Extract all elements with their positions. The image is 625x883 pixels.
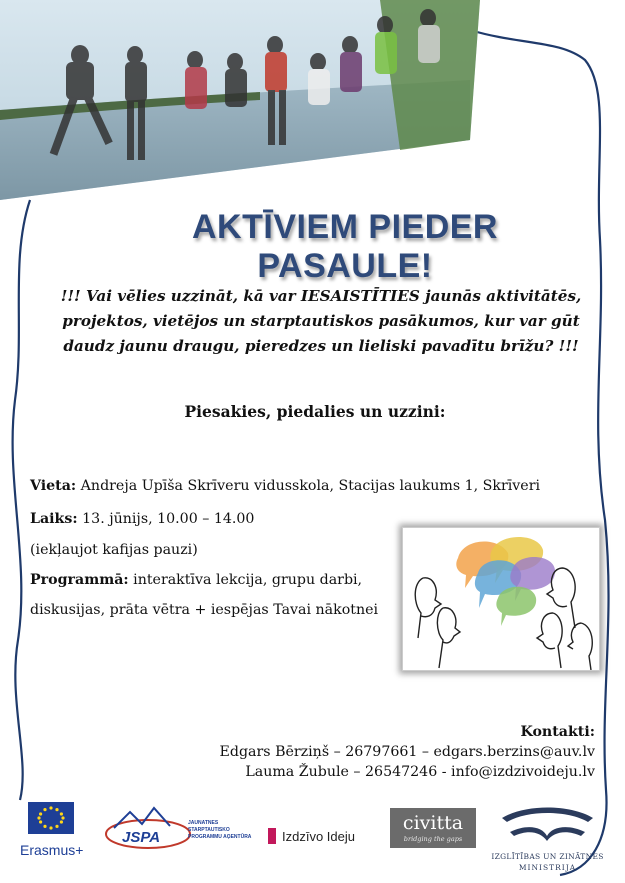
header-photo (0, 0, 480, 200)
intro-line: daudz jaunu draugu, pieredzes un lieliski pavadītu brīžu? !!! (63, 337, 579, 355)
intro-text (40, 284, 602, 359)
izdzivo-mark-icon (268, 828, 276, 844)
venue-value: Andreja Upīša Skrīveru vidusskola, Stacijas laukums 1, Skrīveri (76, 478, 541, 494)
izm-line-2: MINISTRIJA (518, 863, 577, 872)
intro-line: !!! Vai vēlies uzzināt, kā var IESAISTĪTIES jaunās aktivitātēs, (60, 287, 582, 305)
open-book-icon (490, 796, 605, 850)
contacts-block (220, 722, 595, 782)
poster-title: AKTĪVIEM PIEDER PASAULE! (192, 208, 498, 285)
program-label: Programmā: (30, 572, 129, 588)
time-line (30, 511, 254, 527)
eu-flag-icon (28, 802, 74, 834)
izm-line-1: IZGLĪTĪBAS UN ZINĀTNES (491, 852, 604, 861)
venue-line (30, 478, 540, 494)
program-value: interaktīva lekcija, grupu darbi, (128, 572, 363, 588)
civitta-name: civitta (402, 812, 464, 834)
jspa-subtitle: JAUNATNES STARPTAUTISKO PROGRAMMU AĢENTŪRA (188, 820, 252, 840)
discussion-illustration (402, 527, 600, 671)
time-label: Laiks: (30, 511, 78, 527)
time-note: (iekļaujot kafijas pauzi) (30, 542, 198, 558)
jspa-logo (100, 798, 258, 856)
izm-logo (490, 796, 605, 876)
civitta-tagline: bridging the gaps (403, 835, 463, 843)
contacts-header: Kontakti: (520, 724, 595, 740)
contact-line: Edgars Bērziņš – 26797661 – edgars.berzins@auv.lv (219, 744, 595, 760)
sponsor-logos (0, 790, 625, 880)
erasmus-logo-text: Erasmus+ (20, 842, 84, 858)
intro-line: projektos, vietējos un starptautiskos pasākumos, kur var gūt (62, 312, 580, 330)
call-to-action: Piesakies, piedalies un uzzini: (184, 402, 446, 421)
venue-label: Vieta: (30, 478, 77, 494)
izdzivo-text: Izdzīvo Ideju (282, 829, 355, 844)
izdzivo-ideju-logo (268, 828, 355, 844)
civitta-logo (390, 808, 476, 848)
jspa-name: JSPA (122, 829, 161, 846)
time-value: 13. jūnijs, 10.00 – 14.00 (77, 511, 255, 527)
contact-line: Lauma Žubule – 26547246 - info@izdzivoideju.lv (245, 764, 595, 780)
program-line (30, 572, 362, 588)
program-line-2: diskusijas, prāta vētra + iespējas Tavai nākotnei (30, 602, 379, 618)
